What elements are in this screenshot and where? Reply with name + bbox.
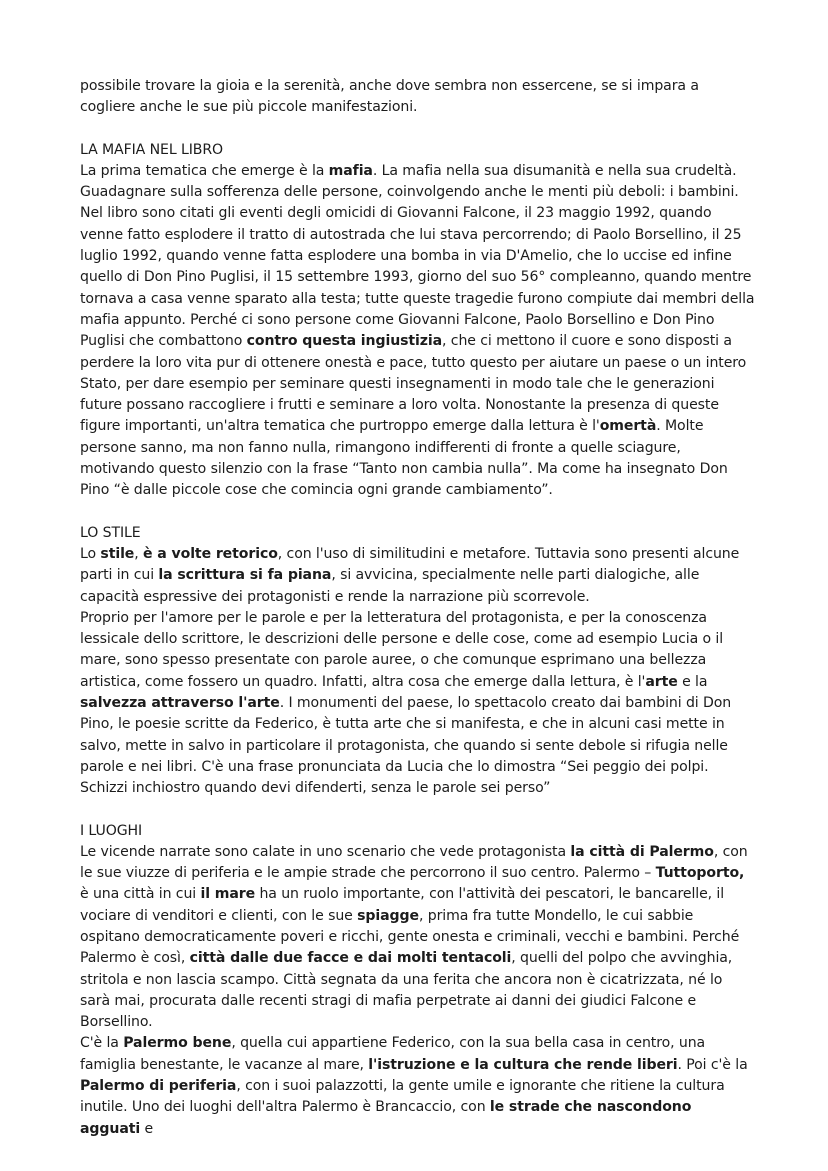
spacer bbox=[80, 502, 756, 523]
section-heading-stile: LO STILE bbox=[80, 524, 141, 541]
luoghi-paragraph-2: C'è la Palermo bene, quella cui appartiene Federico, con la sua bella casa in centro, una famiglia benestante, le vacanze al mare, l'istruzione e la cultura che rende liberi. Poi c'è la Palermo di periferia, con i suoi palazzotti, la gente umile e ignorante che ritiene la cultura inutile. Uno dei luoghi dell'altra Palermo è Brancaccio, con le strade che nascondono agguati e bbox=[80, 1035, 748, 1137]
stile-paragraph-1: Lo stile, è a volte retorico, con l'uso di similitudini e metafore. Tuttavia sono presenti alcune parti in cui la scrittura si fa piana, si avvicina, specialmente nelle parti dialogiche, alle capacità espressive dei protagonisti e rende la narrazione più scorrevole. bbox=[80, 545, 740, 605]
document-page bbox=[80, 76, 756, 1140]
spacer bbox=[80, 800, 756, 821]
intro-paragraph: possibile trovare la gioia e la serenità, anche dove sembra non essercene, se si impara a cogliere anche le sue più piccole manifestazioni. bbox=[80, 78, 699, 116]
section-heading-luoghi: I LUOGHI bbox=[80, 822, 143, 839]
spacer bbox=[80, 119, 756, 140]
stile-paragraph-2: Proprio per l'amore per le parole e per la letteratura del protagonista, e per la conoscenza lessicale dello scrittore, le descrizioni delle persone e delle cose, come ad esempio Lucia o il mare, sono spesso presentate con parole auree, o che comunque esprimano una bellezza artistica, come fossero un quadro. Infatti, altra cosa che emerge dalla lettura, è l'arte e la salvezza attraverso l'arte. I monumenti del paese, lo spettacolo creato dai bambini di Don Pino, le poesie scritte da Federico, è tutta arte che si manifesta, e che in alcuni casi mette in salvo, mette in salvo in particolare il protagonista, che quando si sente debole si rifugia nelle parole e nei libri. C'è una frase pronunciata da Lucia che lo dimostra “Sei peggio dei polpi. Schizzi inchiostro quando devi difenderti, senza le parole sei perso” bbox=[80, 609, 732, 797]
luoghi-paragraph-1: Le vicende narrate sono calate in uno scenario che vede protagonista la città di Palermo, con le sue viuzze di periferia e le ampie strade che percorrono il suo centro. Palermo – Tuttoporto, è una città in cui il mare ha un ruolo importante, con l'attività dei pescatori, le bancarelle, il vociare di venditori e clienti, con le sue spiagge, prima fra tutte Mondello, le cui sabbie ospitano democraticamente poveri e ricchi, gente onesta e criminali, vecchi e bambini. Perché Palermo è così, città dalle due facce e dai molti tentacoli, quelli del polpo che avvinghia, stritola e non lascia scampo. Città segnata da una ferita che ancora non è cicatrizzata, né lo sarà mai, procurata dalle recenti stragi di mafia perpetrate ai danni dei giudici Falcone e Borsellino. bbox=[80, 843, 748, 1031]
section-heading-mafia: LA MAFIA NEL LIBRO bbox=[80, 141, 224, 158]
mafia-paragraph: La prima tematica che emerge è la mafia. La mafia nella sua disumanità e nella sua crudeltà. Guadagnare sulla sofferenza delle persone, coinvolgendo anche le menti più deboli: i bambini. Nel libro sono citati gli eventi degli omicidi di Giovanni Falcone, il 23 maggio 1992, quando venne fatto esplodere il tratto di autostrada che lui stava percorrendo; di Paolo Borsellino, il 25 luglio 1992, quando venne fatta esplodere una bomba in via D'Amelio, che lo uccise ed infine quello di Don Pino Puglisi, il 15 settembre 1993, giorno del suo 56° compleanno, quando mentre tornava a casa venne sparato alla testa; tutte queste tragedie furono compiute dai membri della mafia appunto. Perché ci sono persone come Giovanni Falcone, Paolo Borsellino e Don Pino Puglisi che combattono contro questa ingiustizia, che ci mettono il cuore e sono disposti a perdere la loro vita pur di ottenere onestà e pace, tutto questo per aiutare un paese o un intero Stato, per dare esempio per seminare questi insegnamenti in modo tale che le generazioni future possano raccogliere i frutti e seminare a loro volta. Nonostante la presenza di queste figure importanti, un'altra tematica che purtroppo emerge dalla lettura è l'omertà. Molte persone sanno, ma non fanno nulla, rimangono indifferenti di fronte a quelle sciagure, motivando questo silenzio con la frase “Tanto non cambia nulla”. Ma come ha insegnato Don Pino “è dalle piccole cose che comincia ogni grande cambiamento”. bbox=[80, 162, 755, 499]
